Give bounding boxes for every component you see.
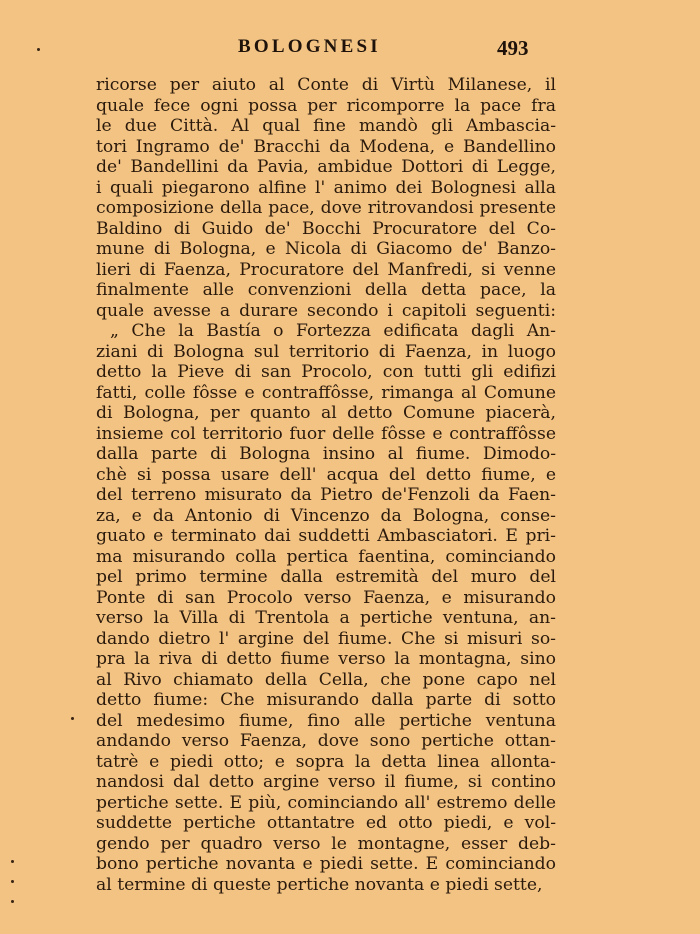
text-line: fatti, colle fôsse e contraffôsse, rimanga al Comune	[96, 382, 556, 403]
text-line: za, e da Antonio di Vincenzo da Bologna, conse-	[96, 505, 556, 526]
text-line: ma misurando colla pertica faentina, cominciando	[96, 546, 556, 567]
text-line: suddette pertiche ottantatre ed otto piedi, e vol-	[96, 813, 556, 833]
text-line: ricorse per aiuto al Conte di Virtù Milanese, il	[96, 75, 556, 95]
text-line: i quali piegarono alfine l' animo dei Bolognesi alla	[96, 177, 556, 198]
margin-dot	[11, 880, 14, 883]
text-line: ziani di Bologna sul territorio di Faenza, in luogo	[96, 341, 556, 362]
text-line: tatrè e piedi otto; e sopra la detta linea allonta-	[96, 751, 556, 772]
text-line: Baldino di Guido de' Bocchi Procuratore del Co-	[96, 218, 556, 239]
text-line: quale avesse a durare secondo i capitoli seguenti:	[96, 300, 556, 321]
running-title: BOLOGNESI	[238, 36, 381, 57]
text-line: detto la Pieve di san Procolo, con tutti gli edifizi	[96, 362, 556, 382]
text-line: pel primo termine dalla estremità del muro del	[96, 567, 556, 587]
text-line: quale fece ogni possa per ricomporre la pace fra	[96, 95, 556, 116]
text-line: insieme col territorio fuor delle fôsse e contraffôsse	[96, 423, 556, 444]
text-line: „ Che la Bastía o Fortezza edificata dagli An-	[110, 321, 556, 341]
text-line: Ponte di san Procolo verso Faenza, e misurando	[96, 587, 556, 608]
text-line: nandosi dal detto argine verso il fiume, si contino	[96, 772, 556, 792]
text-line: di Bologna, per quanto al detto Comune piacerà,	[96, 403, 556, 423]
text-line: mune di Bologna, e Nicola di Giacomo de' Banzo-	[96, 239, 556, 259]
text-line: dando dietro l' argine del fiume. Che si misuri so-	[96, 628, 556, 649]
text-line: composizione della pace, dove ritrovandosi presente	[96, 198, 556, 218]
text-line: del terreno misurato da Pietro de'Fenzoli da Faen-	[96, 485, 556, 505]
text-line: al Rivo chiamato della Cella, che pone capo nel	[96, 669, 556, 690]
text-line: guato e terminato dai suddetti Ambasciatori. E pri-	[96, 526, 556, 546]
margin-dot	[71, 717, 74, 720]
text-line: pra la riva di detto fiume verso la montagna, sino	[96, 649, 556, 669]
text-line: le due Città. Al qual fine mandò gli Ambascia-	[96, 116, 556, 136]
text-line: de' Bandellini da Pavia, ambidue Dottori di Legge,	[96, 157, 556, 177]
text-line: finalmente alle convenzioni della detta pace, la	[96, 280, 556, 300]
text-line: bono pertiche novanta e piedi sette. E cominciando	[96, 854, 556, 874]
page-header	[0, 36, 700, 62]
margin-dot	[11, 860, 14, 863]
text-line: al termine di queste pertiche novanta e piedi sette,	[96, 874, 543, 895]
margin-dot	[11, 900, 14, 903]
margin-dot	[37, 48, 40, 51]
text-line: verso la Villa di Trentola a pertiche ventuna, an-	[96, 608, 556, 628]
text-line: del medesimo fiume, fino alle pertiche ventuna	[96, 710, 556, 731]
text-line: lieri di Faenza, Procuratore del Manfredi, si venne	[96, 259, 556, 280]
body-text	[96, 75, 556, 895]
text-line: tori Ingramo de' Bracchi da Modena, e Bandellino	[96, 136, 556, 157]
text-line: andando verso Faenza, dove sono pertiche ottan-	[96, 731, 556, 751]
text-line: chè si possa usare dell' acqua del detto fiume, e	[96, 464, 556, 485]
page-number: 493	[497, 36, 529, 60]
text-line: gendo per quadro verso le montagne, esser deb-	[96, 833, 556, 854]
text-line: dalla parte di Bologna insino al fiume. Dimodo-	[96, 444, 556, 464]
text-line: pertiche sette. E più, cominciando all' estremo delle	[96, 792, 556, 813]
text-line: detto fiume: Che misurando dalla parte di sotto	[96, 690, 556, 710]
